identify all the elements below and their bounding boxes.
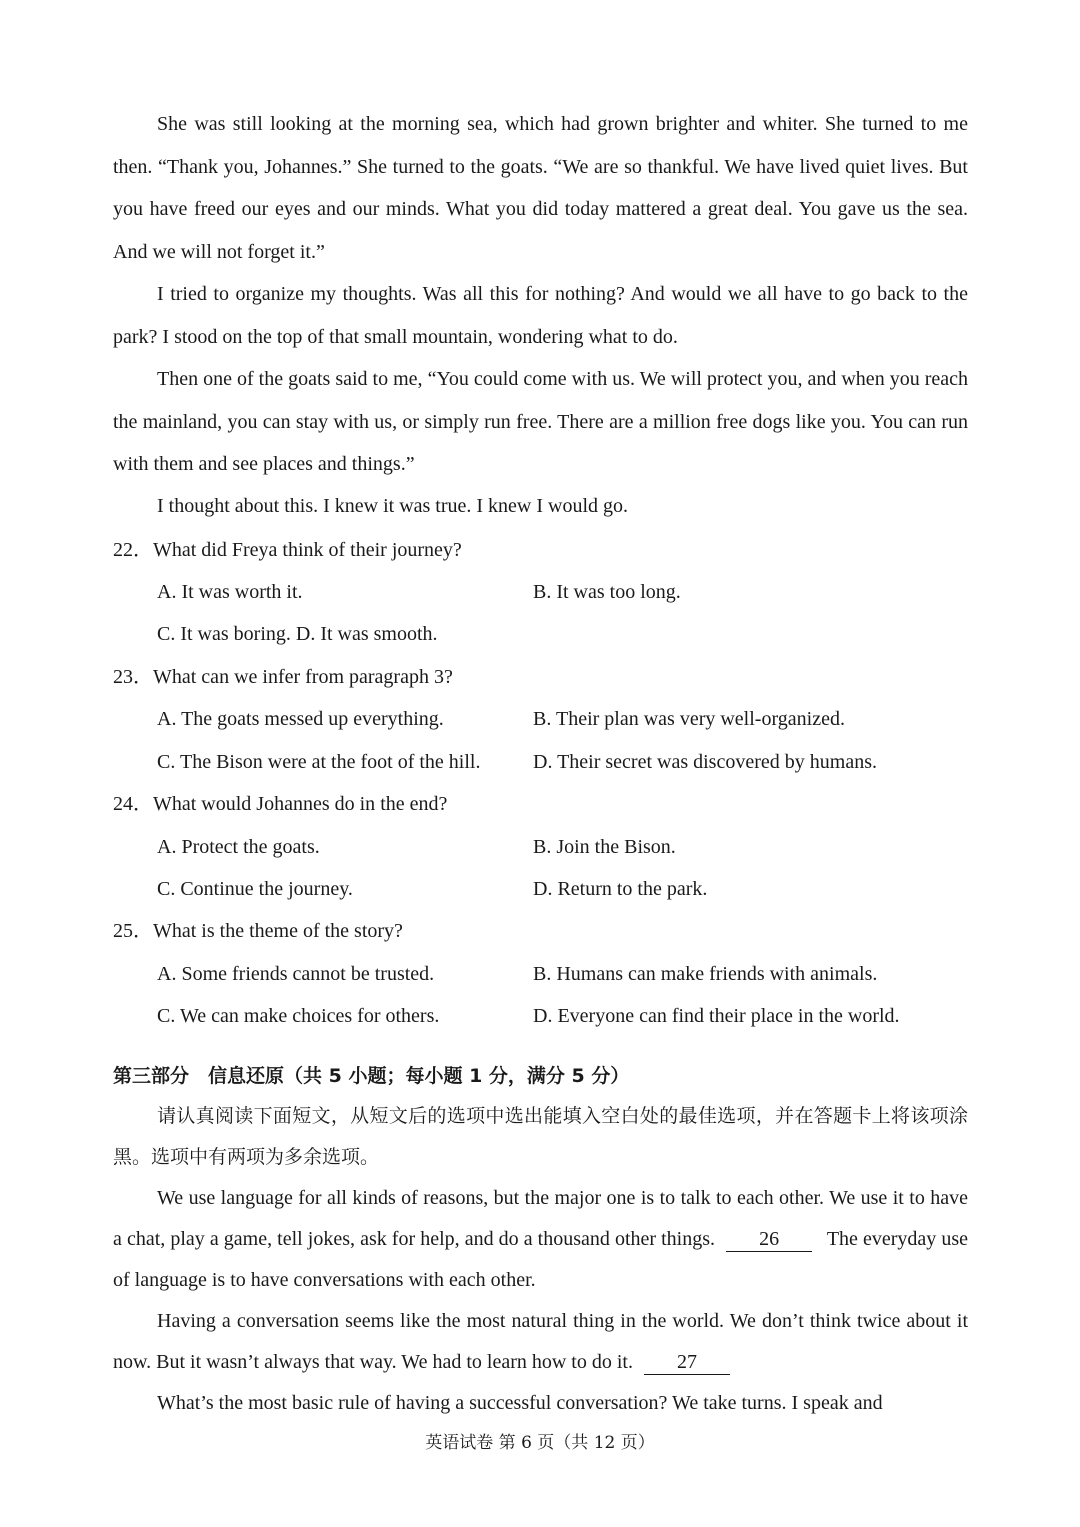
section-3-paragraph-2 [113,1301,968,1383]
paragraph-1-before-blank: We use language for all kinds of reasons, but the major one is to talk to each other. We use it to have a chat, play a game, tell jokes, ask for help, and do a thousand other things. [113,1187,968,1250]
passage-paragraph-2: I tried to organize my thoughts. Was all this for nothing? And would we all have to go back to the park? I stood on the top of that small mountain, wondering what to do. [113,283,968,348]
section-3-paragraph-3: What’s the most basic rule of having a successful conversation? We take turns. I speak and [157,1392,883,1414]
question-25-option-a: A. Some friends cannot be trusted. [157,963,435,985]
question-25-option-d: D. Everyone can find their place in the world. [533,1005,900,1027]
paragraph-2-before-blank: Having a conversation seems like the most natural thing in the world. We don’t think twice about it now. But it wasn’t always that way. We had to learn how to do it. [113,1310,968,1373]
section-3-paragraph-1 [113,1178,968,1301]
question-22-stem: 22．What did Freya think of their journey? [113,539,462,561]
passage-paragraph-3: Then one of the goats said to me, “You could come with us. We will protect you, and when you reach the mainland, you can stay with us, or simply run free. There are a million free dogs like you. You can run with them and see places and things.” [113,368,968,475]
section-3-heading: 第三部分 信息还原（共 5 小题；每小题 1 分，满分 5 分） [113,1065,630,1087]
paragraph-1-after-blank: The everyday use of language is to have conversations with each other. [113,1228,969,1291]
question-24-stem: 24．What would Johannes do in the end? [113,793,448,815]
question-22-option-cd: C. It was boring. D. It was smooth. [157,623,438,645]
question-25-option-c: C. We can make choices for others. [157,1005,440,1027]
question-25-stem: 25．What is the theme of the story? [113,920,403,942]
question-24-option-a: A. Protect the goats. [157,836,320,858]
question-23-option-a: A. The goats messed up everything. [157,708,444,730]
question-23-stem: 23．What can we infer from paragraph 3? [113,666,453,688]
question-22-option-a: A. It was worth it. [157,581,303,603]
passage-paragraph-1: She was still looking at the morning sea, which had grown brighter and whiter. She turned to me then. “Thank you, Johannes.” She turned to the goats. “We are so thankful. We have lived quiet lives. But you have freed our eyes and our minds. What you did today mattered a great deal. You gave us the sea. And we will not forget it.” [113,113,968,263]
question-24-option-b: B. Join the Bison. [533,836,676,858]
question-24-option-c: C. Continue the journey. [157,878,353,900]
question-23-option-c: C. The Bison were at the foot of the hill. [157,751,481,773]
page-footer: 英语试卷 第 6 页（共 12 页） [425,1433,655,1453]
passage-paragraph-4: I thought about this. I knew it was true. I knew I would go. [157,495,629,517]
blank-26: 26 [726,1227,812,1252]
section-3-instructions: 请认真阅读下面短文，从短文后的选项中选出能填入空白处的最佳选项，并在答题卡上将该项涂黑。选项中有两项为多余选项。 [113,1105,968,1168]
question-23-option-d: D. Their secret was discovered by humans. [533,751,877,773]
question-23-option-b: B. Their plan was very well-organized. [533,708,845,730]
question-22-option-b: B. It was too long. [533,581,681,603]
question-24-option-d: D. Return to the park. [533,878,708,900]
question-25-option-b: B. Humans can make friends with animals. [533,963,878,985]
blank-27: 27 [644,1350,730,1375]
